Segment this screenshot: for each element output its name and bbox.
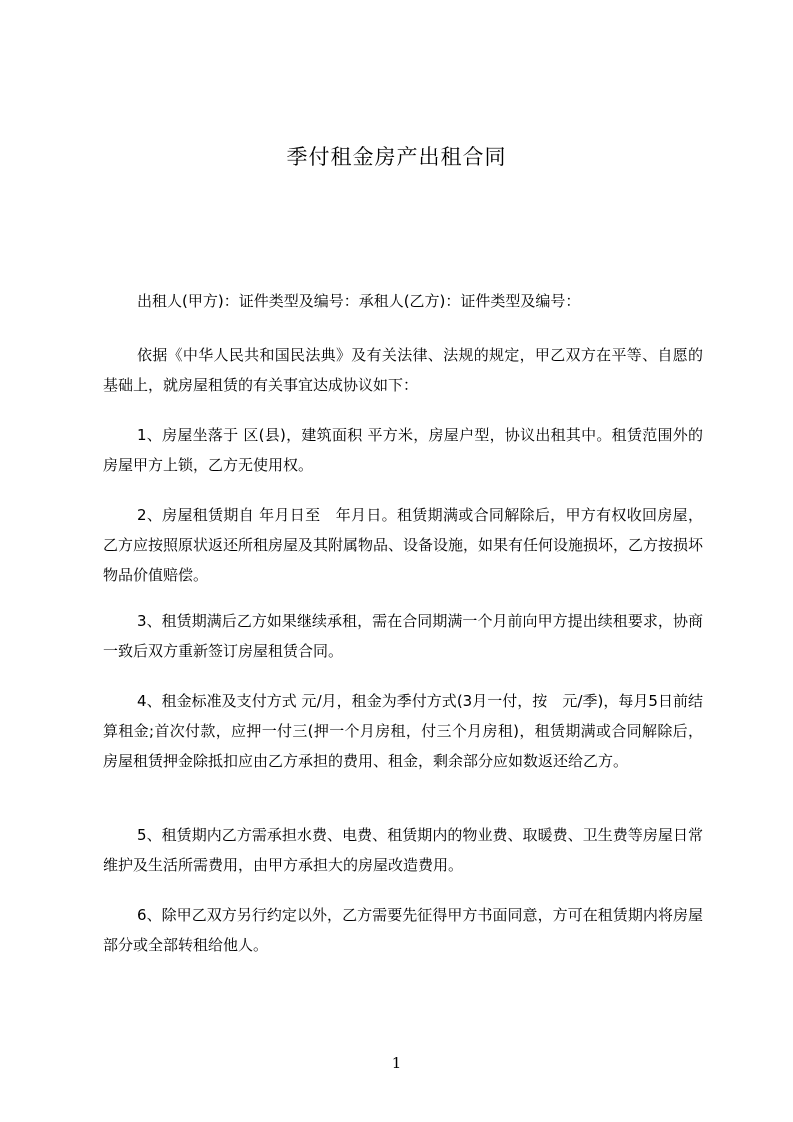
basis-paragraph: 依据《中华人民共和国民法典》及有关法律、法规的规定，甲乙双方在平等、自愿的基础上，就房屋租赁的有关事宜达成协议如下：	[103, 346, 703, 394]
parties-line: 出租人(甲方)：证件类型及编号：承租人(乙方)：证件类型及编号：	[137, 292, 581, 310]
clause-1: 1、房屋坐落于 区(县)，建筑面积 平方米，房屋户型，协议出租其中。租赁范围外的房屋甲方上锁，乙方无使用权。	[103, 426, 703, 474]
page-number: 1	[391, 1054, 402, 1072]
clause-6: 6、除甲乙双方另行约定以外，乙方需要先征得甲方书面同意，方可在租赁期内将房屋部分或全部转租给他人。	[103, 906, 703, 954]
clause-5: 5、租赁期内乙方需承担水费、电费、租赁期内的物业费、取暖费、卫生费等房屋日常维护及生活所需费用，由甲方承担大的房屋改造费用。	[103, 826, 703, 874]
clause-4: 4、租金标准及支付方式 元/月，租金为季付方式(3月一付，按 元/季)，每月5日前结算租金;首次付款，应押一付三(押一个月房租，付三个月房租)，租赁期满或合同解除后，房屋租赁押金除抵扣应由乙方承担的费用、租金，剩余部分应如数返还给乙方。	[103, 692, 703, 770]
clause-3: 3、租赁期满后乙方如果继续承租，需在合同期满一个月前向甲方提出续租要求，协商一致后双方重新签订房屋租赁合同。	[103, 612, 703, 660]
clause-2: 2、房屋租赁期自 年月日至 年月日。租赁期满或合同解除后，甲方有权收回房屋，乙方应按照原状返还所租房屋及其附属物品、设备设施，如果有任何设施损坏，乙方按损坏物品价值赔偿。	[103, 506, 704, 584]
document-title: 季付租金房产出租合同	[286, 145, 507, 169]
